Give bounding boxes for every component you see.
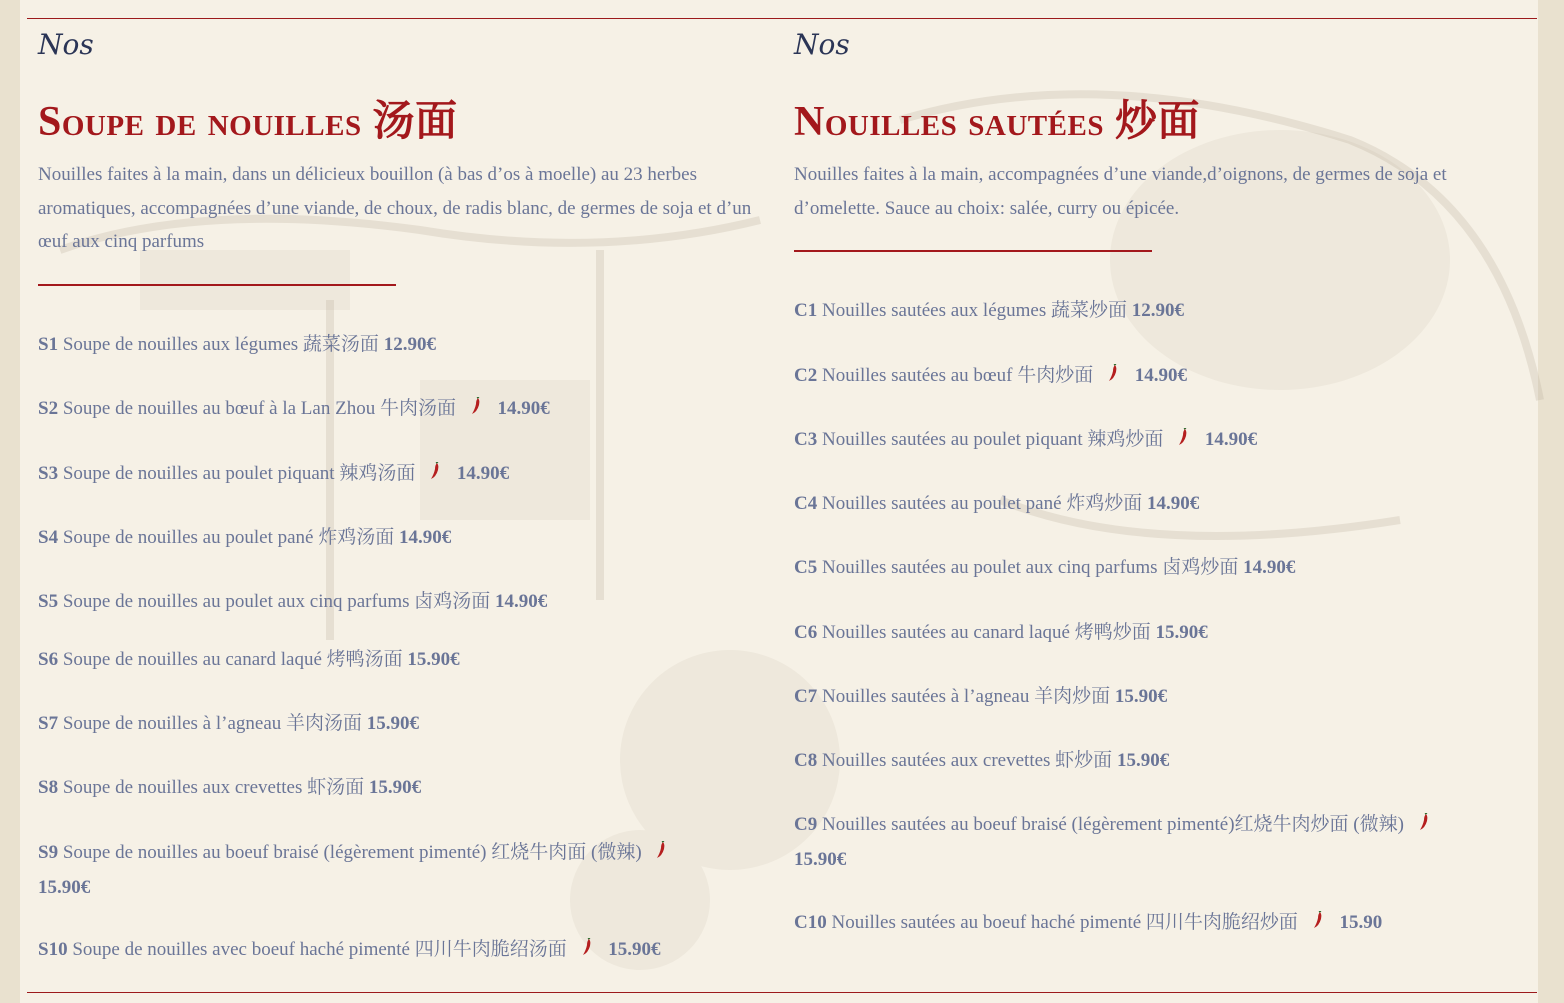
menu-item [38,585,738,619]
menu-item [794,359,1494,394]
item-name: Nouilles sautées au poulet piquant 辣鸡炒面 [821,429,1164,450]
menu-item [38,836,728,905]
item-name: Soupe de nouilles aux légumes 蔬菜汤面 [62,334,379,355]
item-price: 14.90€ [497,398,550,419]
item-price: 14.90€ [398,527,452,548]
section-divider [38,284,396,286]
item-name: Soupe de nouilles au boeuf braisé (légèrement pimenté) 红烧牛肉面 (微辣) [62,842,642,863]
menu-item [38,392,738,427]
chili-pepper-icon [1419,809,1429,843]
item-price: 12.90€ [383,334,436,355]
item-name: Nouilles sautées au poulet pané 炸鸡炒面 [821,493,1143,514]
item-name: Nouilles sautées aux crevettes 虾炒面 [821,750,1113,771]
item-name: Soupe de nouilles au poulet piquant 辣鸡汤面 [62,463,416,484]
item-code: C2 [794,365,818,386]
chili-pepper-icon [471,393,481,427]
menu-item [38,707,738,741]
menu-item [794,551,1494,585]
menu-item [794,744,1494,778]
menu-item [794,616,1494,650]
item-code: C1 [794,300,818,321]
item-name: Soupe de nouilles au canard laqué 烤鸭汤面 [62,649,403,670]
item-code: S4 [38,527,59,548]
item-code: S10 [38,939,68,960]
section-kicker: Nos [38,28,94,61]
item-code: S1 [38,334,59,355]
item-price: 15.90€ [1116,750,1170,771]
menu-item [794,906,1494,941]
menu-item [794,680,1494,714]
item-code: S3 [38,463,59,484]
item-name: Nouilles sautées au canard laqué 烤鸭炒面 [821,622,1151,643]
section-kicker: Nos [794,28,850,61]
menu-item [38,521,738,555]
menu-item [38,457,738,492]
item-price: 14.90€ [456,463,510,484]
bottom-rule [27,992,1537,993]
section-title: Soupe de nouilles 汤面 [38,99,458,145]
menu-item [38,643,738,677]
item-name: Nouilles sautées au bœuf 牛肉炒面 [821,365,1094,386]
item-name: Soupe de nouilles au poulet pané 炸鸡汤面 [62,527,395,548]
item-price: 15.90€ [366,713,420,734]
item-code: C9 [794,814,818,835]
top-rule [27,18,1537,19]
item-name: Soupe de nouilles au poulet aux cinq parfums 卤鸡汤面 [62,591,491,612]
item-price: 15.90€ [794,848,847,870]
item-code: S2 [38,398,59,419]
item-code: S8 [38,777,59,798]
item-price: 15.90 [1339,912,1383,933]
item-price: 15.90€ [38,876,91,898]
menu-item [38,771,738,805]
item-name: Nouilles sautées aux légumes 蔬菜炒面 [821,300,1127,321]
menu-item [794,487,1494,521]
chili-pepper-icon [430,458,440,492]
item-price: 15.90€ [407,649,460,670]
item-name: Nouilles sautées au boeuf haché pimenté 四川牛肉脆绍炒面 [831,912,1298,933]
item-price: 14.90€ [1134,365,1187,386]
item-price: 15.90€ [368,777,422,798]
item-name: Soupe de nouilles aux crevettes 虾汤面 [62,777,365,798]
item-price: 14.90€ [495,591,548,612]
section-description: Nouilles faites à la main, dans un délicieux bouillon (à bas d’os à moelle) au 23 herbes aromatiques, accompagnées d’une viande, de choux, de radis blanc, de germes de soja et d’un œuf aux cinq parfums [38,164,752,252]
item-price: 15.90€ [608,939,661,960]
item-name: Soupe de nouilles au bœuf à la Lan Zhou 牛肉汤面 [62,398,456,419]
chili-pepper-icon [582,934,592,968]
item-price: 12.90€ [1131,300,1184,321]
item-price: 15.90€ [1114,686,1168,707]
item-name: Nouilles sautées à l’agneau 羊肉炒面 [821,686,1111,707]
chili-pepper-icon [656,837,666,871]
menu-item [794,808,1494,877]
section-description: Nouilles faites à la main, accompagnées d’une viande,d’oignons, de germes de soja et d’omelette. Sauce au choix: salée, curry ou épicée. [794,164,1447,219]
menu-item [38,328,738,362]
item-code: S7 [38,713,59,734]
menu-item [794,294,1494,328]
item-code: C8 [794,750,818,771]
section-title: Nouilles sautées 炒面 [794,99,1200,145]
item-name: Nouilles sautées au boeuf braisé (légèrement pimenté)红烧牛肉炒面 (微辣) [821,814,1404,835]
item-code: C3 [794,429,818,450]
section-divider [794,250,1152,252]
item-price: 15.90€ [1155,622,1208,643]
item-name: Soupe de nouilles à l’agneau 羊肉汤面 [62,713,363,734]
item-price: 14.90€ [1204,429,1258,450]
chili-pepper-icon [1108,360,1118,394]
item-name: Soupe de nouilles avec boeuf haché pimenté 四川牛肉脆绍汤面 [72,939,567,960]
menu-item [38,933,738,968]
item-code: C7 [794,686,818,707]
item-code: S5 [38,591,59,612]
item-price: 14.90€ [1147,493,1200,514]
item-name: Nouilles sautées au poulet aux cinq parfums 卤鸡炒面 [821,557,1239,578]
item-code: C4 [794,493,818,514]
chili-pepper-icon [1178,424,1188,458]
item-code: C5 [794,557,818,578]
item-code: S9 [38,842,59,863]
item-price: 14.90€ [1243,557,1296,578]
menu-item [794,423,1494,458]
item-code: C10 [794,912,827,933]
item-code: S6 [38,649,59,670]
chili-pepper-icon [1313,907,1323,941]
item-code: C6 [794,622,818,643]
